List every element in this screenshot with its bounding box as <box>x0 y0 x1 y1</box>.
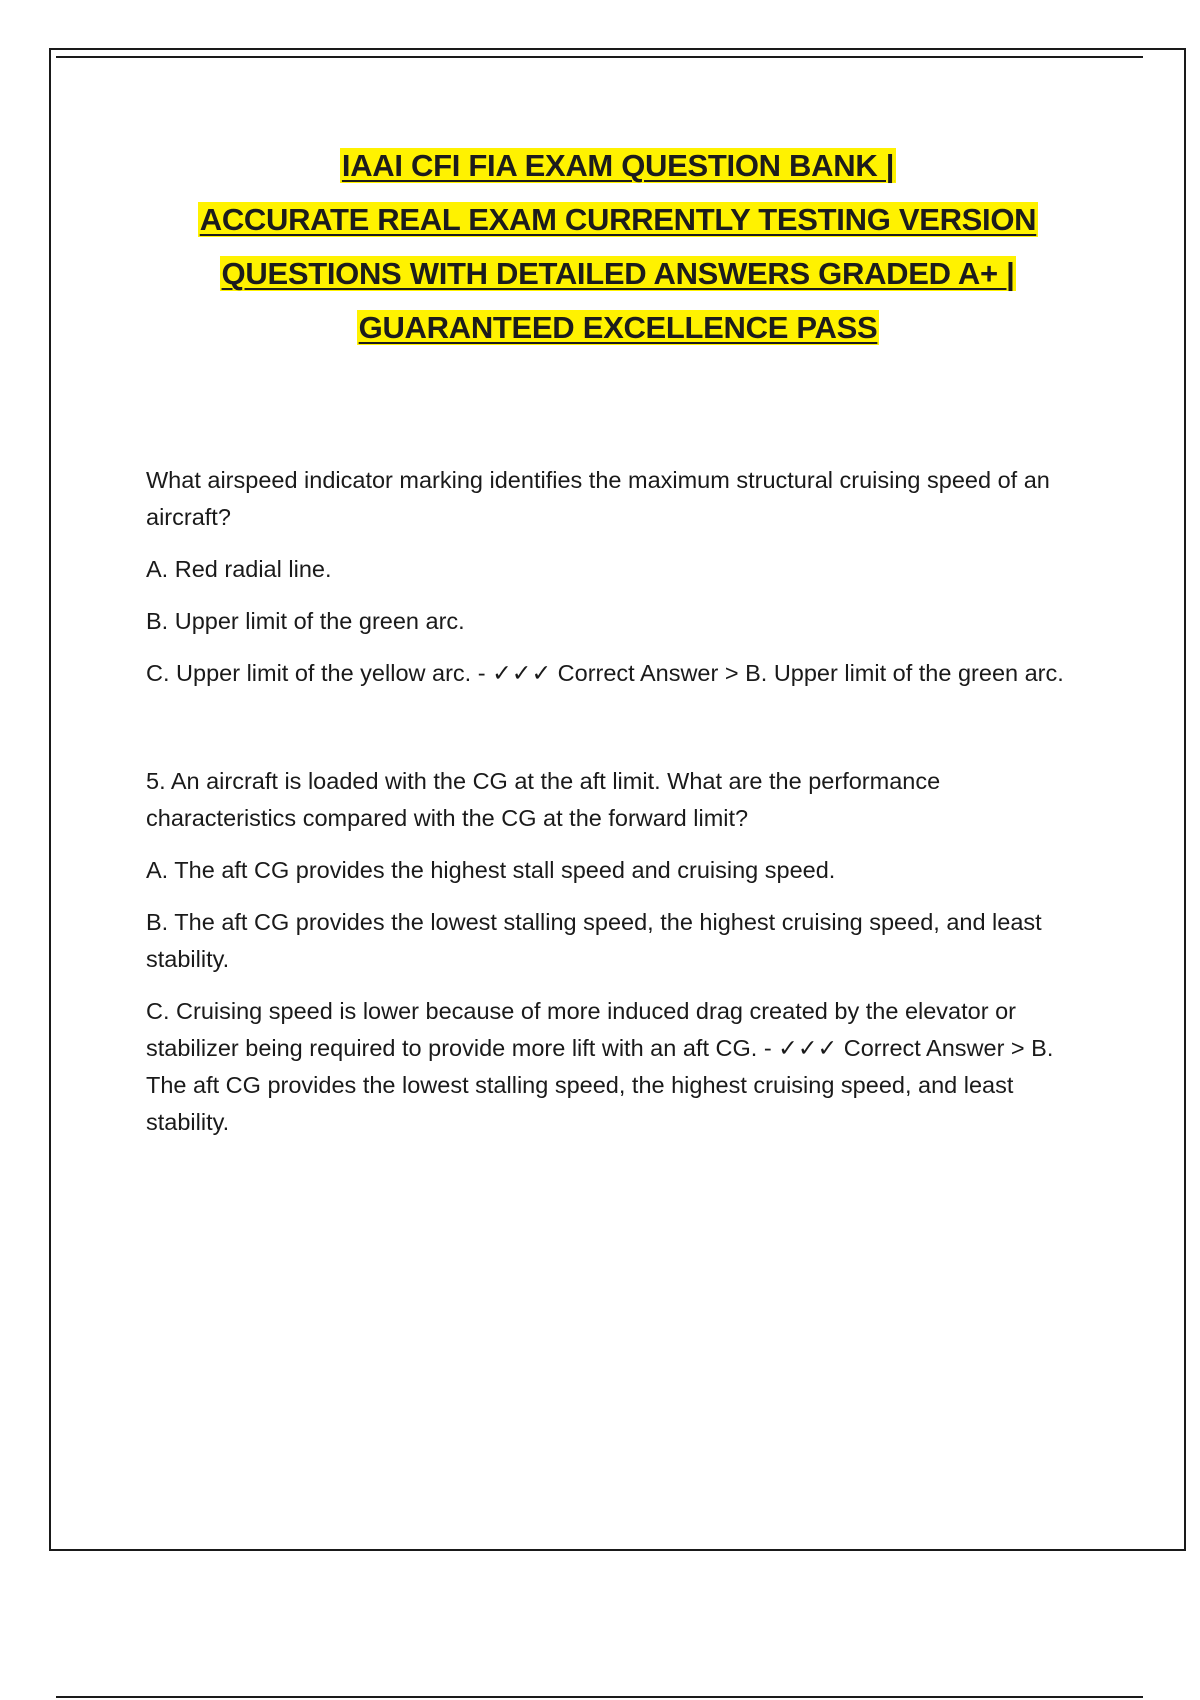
title-line-1-text: IAAI CFI FIA EXAM QUESTION BANK | <box>341 148 895 183</box>
question-spacer <box>146 707 1096 763</box>
question-block-2 <box>146 763 1096 1141</box>
top-rule <box>56 56 1143 58</box>
answer-option-a: A. Red radial line. <box>146 556 332 582</box>
answer-option-c-with-correct-answer: C. Upper limit of the yellow arc. - ✓✓✓ Correct Answer > B. Upper limit of the green arc. <box>146 660 1064 686</box>
title-line-1 <box>80 142 1156 196</box>
answer-option-c-with-correct-answer: C. Cruising speed is lower because of more induced drag created by the elevator or stabilizer being required to provide more lift with an aft CG. - ✓✓✓ Correct Answer > B. The aft CG provides the lowest stalling speed, the highest cruising speed, and least stability. <box>146 998 1054 1135</box>
question-stem: What airspeed indicator marking identifies the maximum structural cruising speed of an aircraft? <box>146 467 1050 530</box>
bottom-rule <box>56 1696 1143 1698</box>
title-line-4 <box>80 304 1156 358</box>
answer-option-b: B. The aft CG provides the lowest stalling speed, the highest cruising speed, and least stability. <box>146 909 1042 972</box>
title-line-2-text: ACCURATE REAL EXAM CURRENTLY TESTING VERSION <box>199 202 1037 237</box>
document-title <box>80 142 1156 358</box>
answer-option-b: B. Upper limit of the green arc. <box>146 608 465 634</box>
question-block-1 <box>146 462 1096 692</box>
title-line-2 <box>80 196 1156 250</box>
title-line-3-text: QUESTIONS WITH DETAILED ANSWERS GRADED A+ | <box>221 256 1015 291</box>
title-line-3 <box>80 250 1156 304</box>
title-line-4-text: GUARANTEED EXCELLENCE PASS <box>358 310 878 345</box>
question-stem: 5. An aircraft is loaded with the CG at the aft limit. What are the performance characteristics compared with the CG at the forward limit? <box>146 768 941 831</box>
question-list <box>146 462 1096 1156</box>
answer-option-a: A. The aft CG provides the highest stall speed and cruising speed. <box>146 857 836 883</box>
